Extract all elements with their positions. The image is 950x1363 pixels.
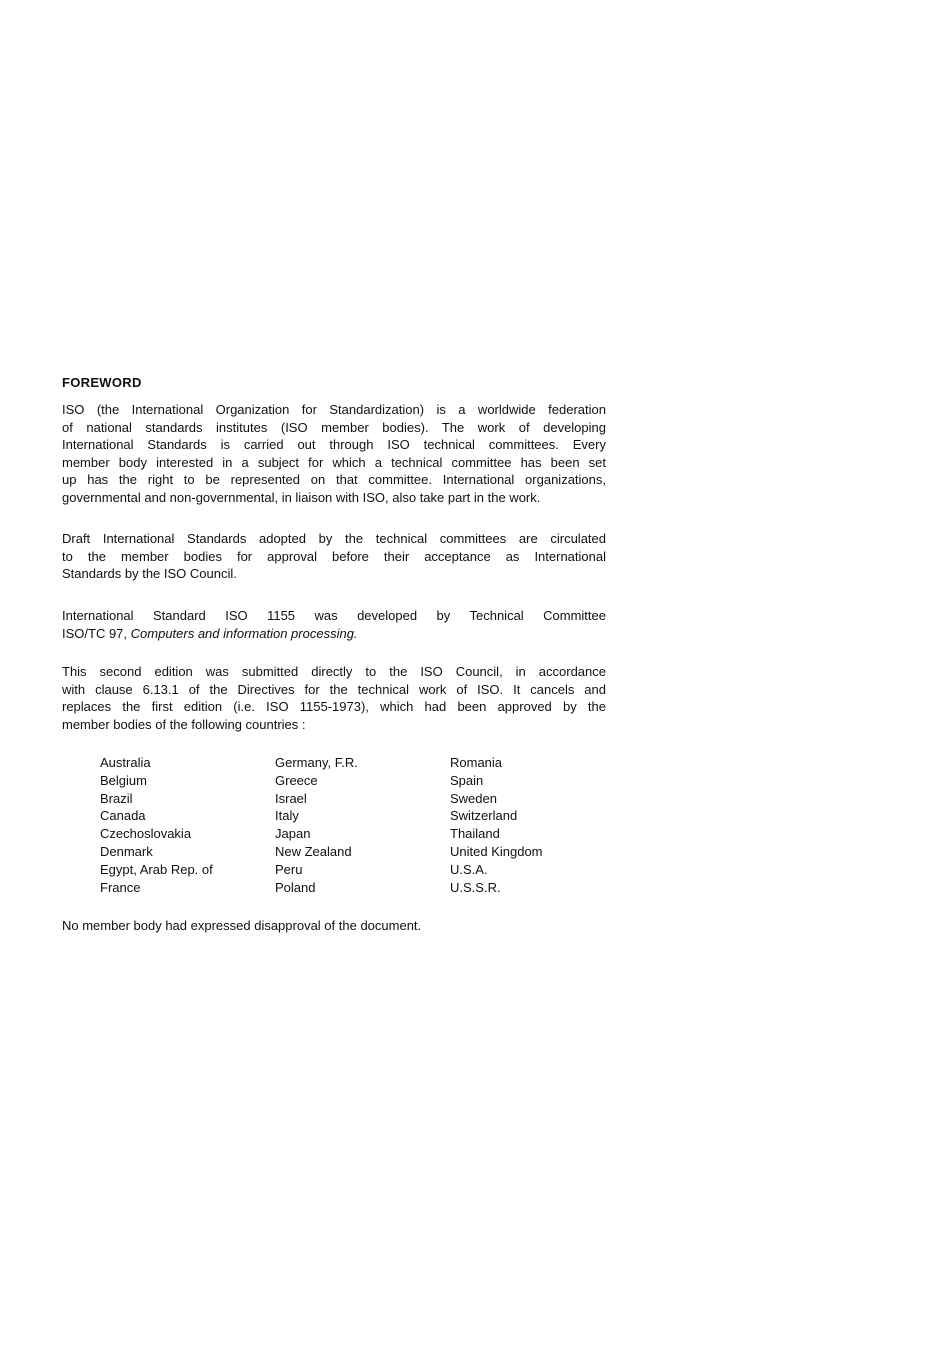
text-line: to the member bodies for approval before their acceptance as International	[62, 548, 606, 564]
country-item: U.S.S.R.	[450, 879, 501, 895]
text-line: governmental and non-governmental, in liaison with ISO, also take part in the work.	[62, 489, 541, 505]
section-heading: FOREWORD	[62, 375, 142, 390]
text-line: International Standard ISO 1155 was developed by Technical Committee	[62, 608, 606, 623]
country-item: Greece	[275, 772, 318, 788]
paragraph-draft-standards	[62, 530, 606, 583]
country-column-2	[275, 754, 358, 896]
text-line: member body interested in a subject for which a technical committee has been set	[62, 454, 606, 470]
country-item: Switzerland	[450, 808, 518, 824]
country-item: Israel	[275, 790, 307, 806]
paragraph-second-edition	[62, 663, 606, 733]
country-item: U.S.A.	[450, 861, 488, 877]
country-column-3	[450, 754, 543, 896]
country-item: Belgium	[100, 772, 147, 788]
text-line: up has the right to be represented on that committee. International organizations,	[62, 472, 606, 488]
paragraph-developed-by	[62, 607, 606, 642]
committee-title: Computers and information processing.	[130, 625, 358, 641]
country-item: New Zealand	[275, 843, 352, 859]
text-line: with clause 6.13.1 of the Directives for the technical work of ISO. It cancels and	[62, 681, 606, 697]
country-item: Spain	[450, 772, 484, 788]
country-item: Sweden	[450, 790, 497, 806]
country-item: Australia	[100, 755, 151, 770]
country-item: Egypt, Arab Rep. of	[100, 861, 213, 877]
country-item: Denmark	[100, 843, 153, 859]
text-line: This second edition was submitted directly to the ISO Council, in accordance	[62, 664, 606, 679]
country-item: Poland	[275, 879, 316, 895]
country-item: Japan	[275, 826, 311, 842]
text-line: member bodies of the following countries :	[62, 716, 306, 732]
country-item: Italy	[275, 808, 299, 824]
country-item: Thailand	[450, 826, 500, 842]
text-line	[62, 625, 606, 643]
country-item: Canada	[100, 808, 146, 824]
country-item: Peru	[275, 861, 303, 877]
closing-statement: No member body had expressed disapproval of the document.	[62, 918, 422, 933]
text-line: ISO (the International Organization for Standardization) is a worldwide federation	[62, 402, 606, 417]
text-line: Standards by the ISO Council.	[62, 566, 237, 582]
country-item: Romania	[450, 755, 503, 770]
country-item: France	[100, 879, 141, 895]
text-line: International Standards is carried out through ISO technical committees. Every	[62, 437, 606, 453]
country-item: United Kingdom	[450, 843, 543, 859]
country-column-1	[100, 754, 213, 896]
country-item: Brazil	[100, 790, 133, 806]
text-line: replaces the first edition (i.e. ISO 1155-1973), which had been approved by the	[62, 699, 606, 715]
text-line: Draft International Standards adopted by the technical committees are circulated	[62, 531, 606, 546]
country-item: Czechoslovakia	[100, 826, 192, 842]
country-item: Germany, F.R.	[275, 755, 358, 770]
committee-id: ISO/TC 97,	[62, 625, 131, 641]
text-line: of national standards institutes (ISO member bodies). The work of developing	[62, 419, 606, 435]
paragraph-iso-intro	[62, 401, 606, 507]
